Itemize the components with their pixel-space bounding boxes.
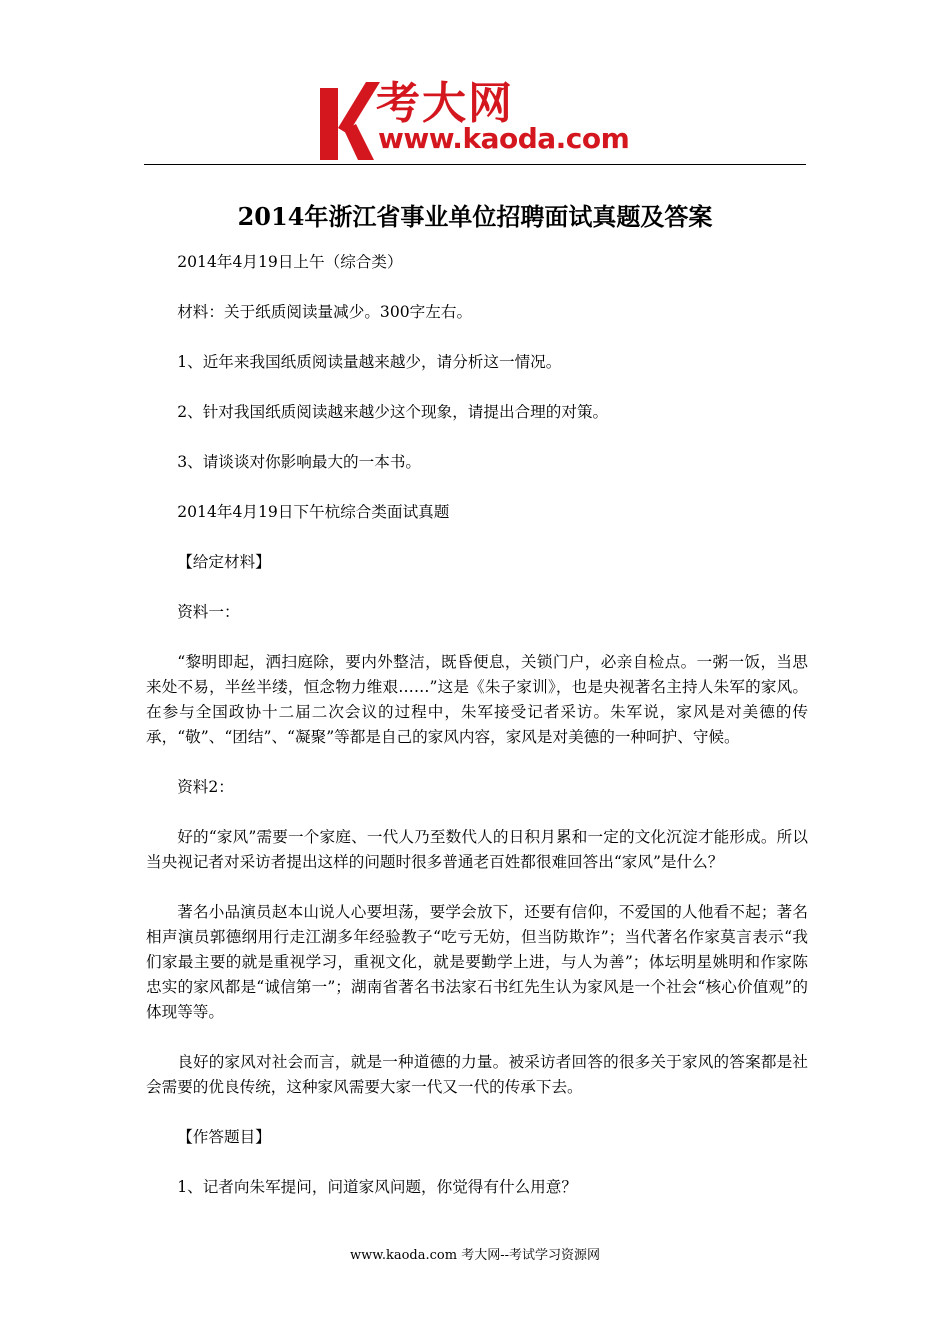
page-footer: www.kaoda.com 考大网--考试学习资源网 — [350, 1248, 600, 1263]
logo-url-text: www.kaoda.com — [378, 122, 630, 155]
paragraph: 好的“家风”需要一个家庭、一代人乃至数代人的日积月累和一定的文化沉淀才能形成。所以当央视记者对采访者提出这样的问题时很多普通老百姓都很难回答出“家风”是什么？ — [146, 828, 808, 871]
paragraph: 【作答题目】 — [177, 1128, 271, 1146]
paragraph: 资料2： — [177, 778, 234, 796]
paragraph: 著名小品演员赵本山说人心要坦荡，要学会放下，还要有信仰，不爱国的人他看不起；著名相声演员郭德纲用行走江湖多年经验教子“吃亏无妨，但当防欺诈”；当代著名作家莫言表示“我们家最主要的就是重视学习，重视文化，就是要勤学上进，与人为善”；体坛明星姚明和作家陈忠实的家风都是“诚信第一”；湖南省著名书法家石书红先生认为家风是一个社会“核心价值观”的体现等等。 — [146, 903, 808, 1021]
paragraph: 良好的家风对社会而言，就是一种道德的力量。被采访者回答的很多关于家风的答案都是社会需要的优良传统，这种家风需要大家一代又一代的传承下去。 — [146, 1053, 808, 1096]
paragraph: 资料一： — [177, 603, 240, 621]
paragraph: 1、记者向朱军提问，问道家风问题，你觉得有什么用意？ — [177, 1178, 577, 1196]
document-body — [146, 250, 808, 1225]
kaoda-logo — [318, 76, 638, 162]
k-logo-icon — [318, 76, 380, 162]
header-divider — [144, 164, 806, 165]
document-title: 2014年浙江省事业单位招聘面试真题及答案 — [237, 202, 713, 232]
paragraph: 2014年4月19日上午（综合类） — [177, 253, 403, 271]
paragraph: 【给定材料】 — [177, 553, 271, 571]
paragraph: 2014年4月19日下午杭综合类面试真题 — [177, 503, 450, 521]
logo-chinese-text: 考大网 — [376, 78, 514, 129]
paragraph: 材料：关于纸质阅读量减少。300字左右。 — [177, 303, 473, 321]
paragraph: “黎明即起，洒扫庭除，要内外整洁，既昏便息，关锁门户，必亲自检点。一粥一饭，当思来处不易，半丝半缕，恒念物力维艰……”这是《朱子家训》，也是央视著名主持人朱军的家风。在参与全国政协十二届二次会议的过程中，朱军接受记者采访。朱军说，家风是对美德的传承，“敬”、“团结”、“凝聚”等都是自己的家风内容，家风是对美德的一种呵护、守候。 — [146, 653, 808, 746]
paragraph: 2、针对我国纸质阅读越来越少这个现象，请提出合理的对策。 — [177, 403, 609, 421]
paragraph: 3、请谈谈对你影响最大的一本书。 — [177, 453, 422, 471]
paragraph: 1、近年来我国纸质阅读量越来越少，请分析这一情况。 — [177, 353, 562, 371]
